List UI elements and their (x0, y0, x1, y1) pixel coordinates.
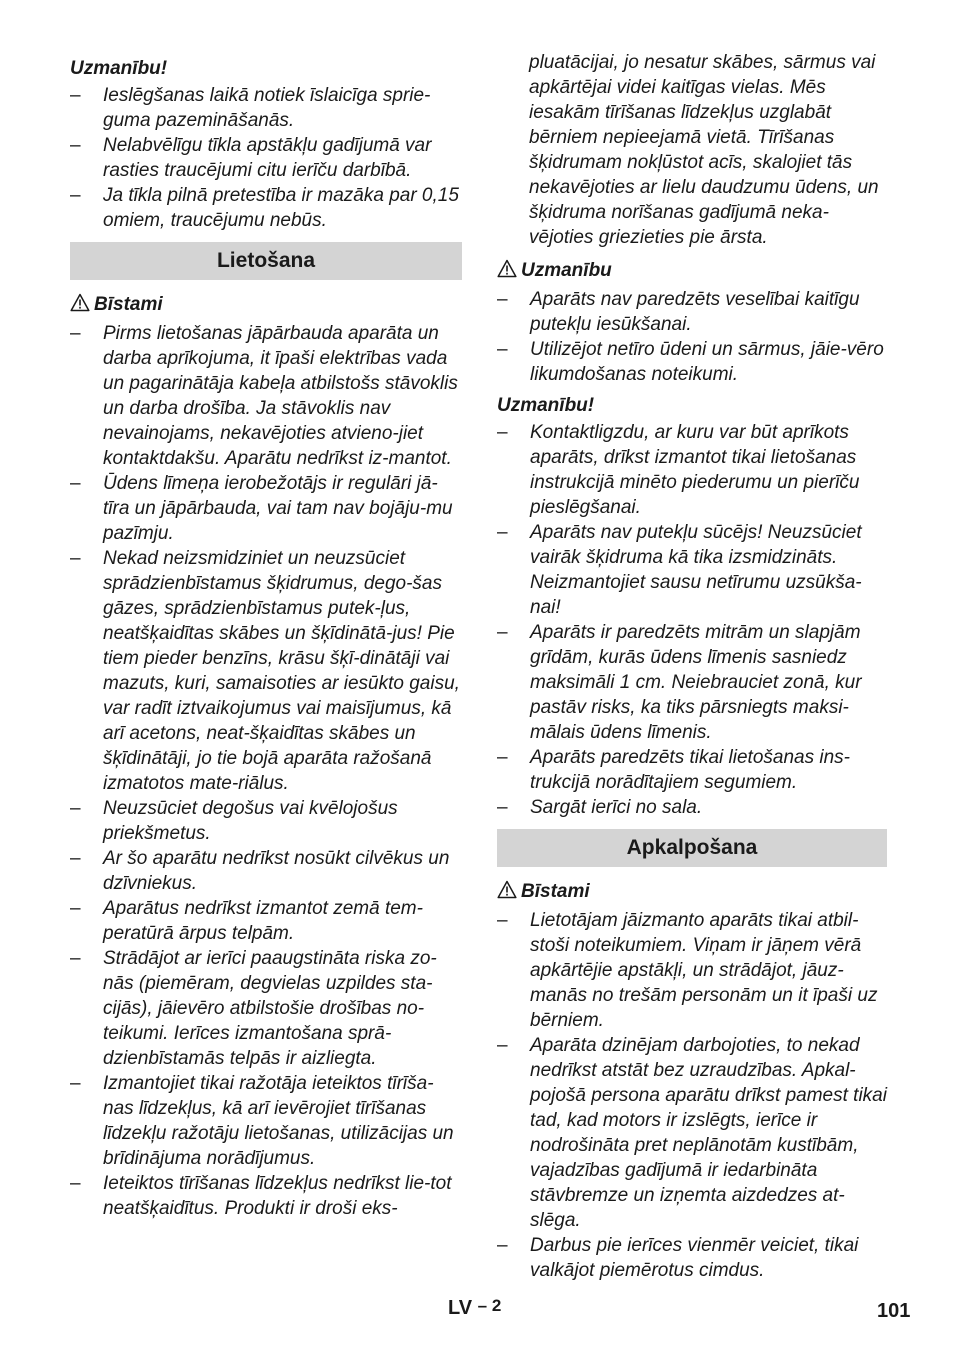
list-item: – Pirms lietošanas jāpārbauda aparāta un darba aprīkojuma, it īpaši elektrības vada un pagarinātāja kabeļa atbilstošs stāvoklis un darba drošība. Ja stāvoklis nav nevainojams, nekavējoties atvieno-jiet kontaktdakšu. Aparātu nedrīkst iz-mantot. (70, 323, 458, 469)
left-column (70, 56, 462, 1221)
sub-page: – 2 (477, 1296, 502, 1315)
list-item: – Darbus pie ierīces vienmēr veiciet, tikai valkājot piemērotus cimdus. (497, 1235, 859, 1281)
continuation-paragraph: pluatācijai, jo nesatur skābes, sārmus vai apkārtējai videi kaitīgas vielas. Mēs iesakām tīrīšanas līdzekļus uzglabāt bērniem nepieejamā vietā. Tīrīšanas šķidrumam nokļūstot acīs, skalojiet tās nekavējoties ar lielu daudzumu ūdens, un šķidruma norīšanas gadījumā neka-vējoties griezieties pie ārsta. (529, 52, 879, 248)
list-item: – Nekad neizsmidziniet un neuzsūciet sprādzienbīstamus šķidrumus, dego-šas gāzes, sprādzienbīstamus putek-ļus, neatšķaidītas skābes un šķīdinātā-jus! Pie tiem pieder benzīns, krāsu šķī-dinātāji vai mazuts, kuri, samaisoties ar iesūkto gaisu, var radīt iztvaikojumus vai maisījumus, kā arī acetons, neat-šķaidītas skābes un šķīdinātāji, jo tie bojā aparāta ražošanā izmatotos mate-riālus. (70, 548, 460, 794)
list-item: – Sargāt ierīci no sala. (497, 797, 703, 818)
danger-heading: Bīstami (497, 879, 887, 906)
list-item: – Utilizējot netīro ūdeni un sārmus, jāie-vēro likumdošanas noteikumi. (497, 339, 884, 385)
list-item: – Ar šo aparātu nedrīkst nosūkt cilvēkus un dzīvniekus. (70, 848, 450, 894)
list-item: – Ūdens līmeņa ierobežotājs ir regulāri jā-tīra un jāpārbauda, vai tam nav bojāju-mu pazīmju. (70, 473, 453, 544)
warning-icon (497, 259, 521, 285)
list-item: – Neuzsūciet degošus vai kvēlojošus priekšmetus. (70, 798, 398, 844)
list-item: – Ieteiktos tīrīšanas līdzekļus nedrīkst lie-tot neatšķaidītus. Produkti ir droši eks- (70, 1173, 452, 1219)
language-code: LV (448, 1297, 473, 1319)
list-item: – Kontaktligzdu, ar kuru var būt aprīkots aparāts, drīkst izmantot tikai lietošanas instrukcijā minēto piederumu un pierīču pieslēgšanai. (497, 422, 860, 518)
footer-language (448, 1296, 501, 1320)
list-item: – Nelabvēlīgu tīkla apstākļu gadījumā var rasties traucējumi citu ierīču darbībā. (70, 135, 432, 181)
list-item: – Ja tīkla pilnā pretestība ir mazāka par 0,15 omiem, traucējumu nebūs. (70, 185, 459, 231)
warning-icon (70, 293, 94, 319)
section-heading-usage: Lietošana (70, 242, 462, 280)
list-item: – Strādājot ar ierīci paaugstināta riska zo-nās (piemēram, degvielas uzpildes sta-cijās), jāievēro atbilstošie drošības no-teikumi. Ierīces izmantošana sprā-dzienbīstamās telpās ir aizliegta. (70, 948, 437, 1069)
list-item: – Aparāts paredzēts tikai lietošanas ins-trukcijā norādītajiem segumiem. (497, 747, 850, 793)
caution-heading: Uzmanību! (497, 395, 595, 416)
list-item: – Aparāts nav putekļu sūcējs! Neuzsūciet vairāk šķidruma kā tika izsmidzināts. Neizmantojiet sausu netīrumu uzsūkša-nai! (497, 522, 862, 618)
list-item: – Aparāts ir paredzēts mitrām un slapjām grīdām, kurās ūdens līmenis sasniedz maksimāli 1 cm. Neiebrauciet zonā, kur pastāv risks, ka tiks pārsniegts maksi-mālais ūdens līmenis. (497, 622, 862, 743)
list-item: – Aparātus nedrīkst izmantot zemā tem-peratūrā ārpus telpām. (70, 898, 423, 944)
section-heading-operation: Apkalpošana (497, 829, 887, 867)
list-item: – Aparāta dzinējam darbojoties, to nekad nedrīkst atstāt bez uzraudzības. Apkal-pojošā persona aparātu drīkst pamest tikai tad, kad motors ir izslēgts, ierīce ir nodrošināta pret neplānotām kustībām, vajadzības gadījumā ir iedarbināta stāvbremze un izņemta aizdedzes at-slēga. (497, 1035, 887, 1231)
warning-icon (497, 880, 521, 906)
page-number: 101 (877, 1300, 911, 1322)
list-item: – Aparāts nav paredzēts veselībai kaitīgu putekļu iesūkšanai. (497, 289, 860, 335)
right-column (497, 50, 887, 1283)
caution-heading: Uzmanību (497, 258, 887, 285)
list-item: – Ieslēgšanas laikā notiek īslaicīga sprie-guma pazemināšanās. (70, 85, 431, 131)
list-item: – Lietotājam jāizmanto aparāts tikai atbil-stoši noteikumiem. Viņam ir jāņem vērā apkārtējie apstākļi, un strādājot, jāuz-manās no trešām personām un it īpaši uz bērniem. (497, 910, 878, 1031)
danger-heading: Bīstami (70, 292, 462, 319)
list-item: – Izmantojiet tikai ražotāja ieteiktos tīrīša-nas līdzekļus, kā arī ievērojiet tīrīšanas līdzekļu ražotāju lietošanas, utilizācijas un brīdinājuma norādījumus. (70, 1073, 454, 1169)
caution-heading: Uzmanību! (70, 58, 168, 79)
